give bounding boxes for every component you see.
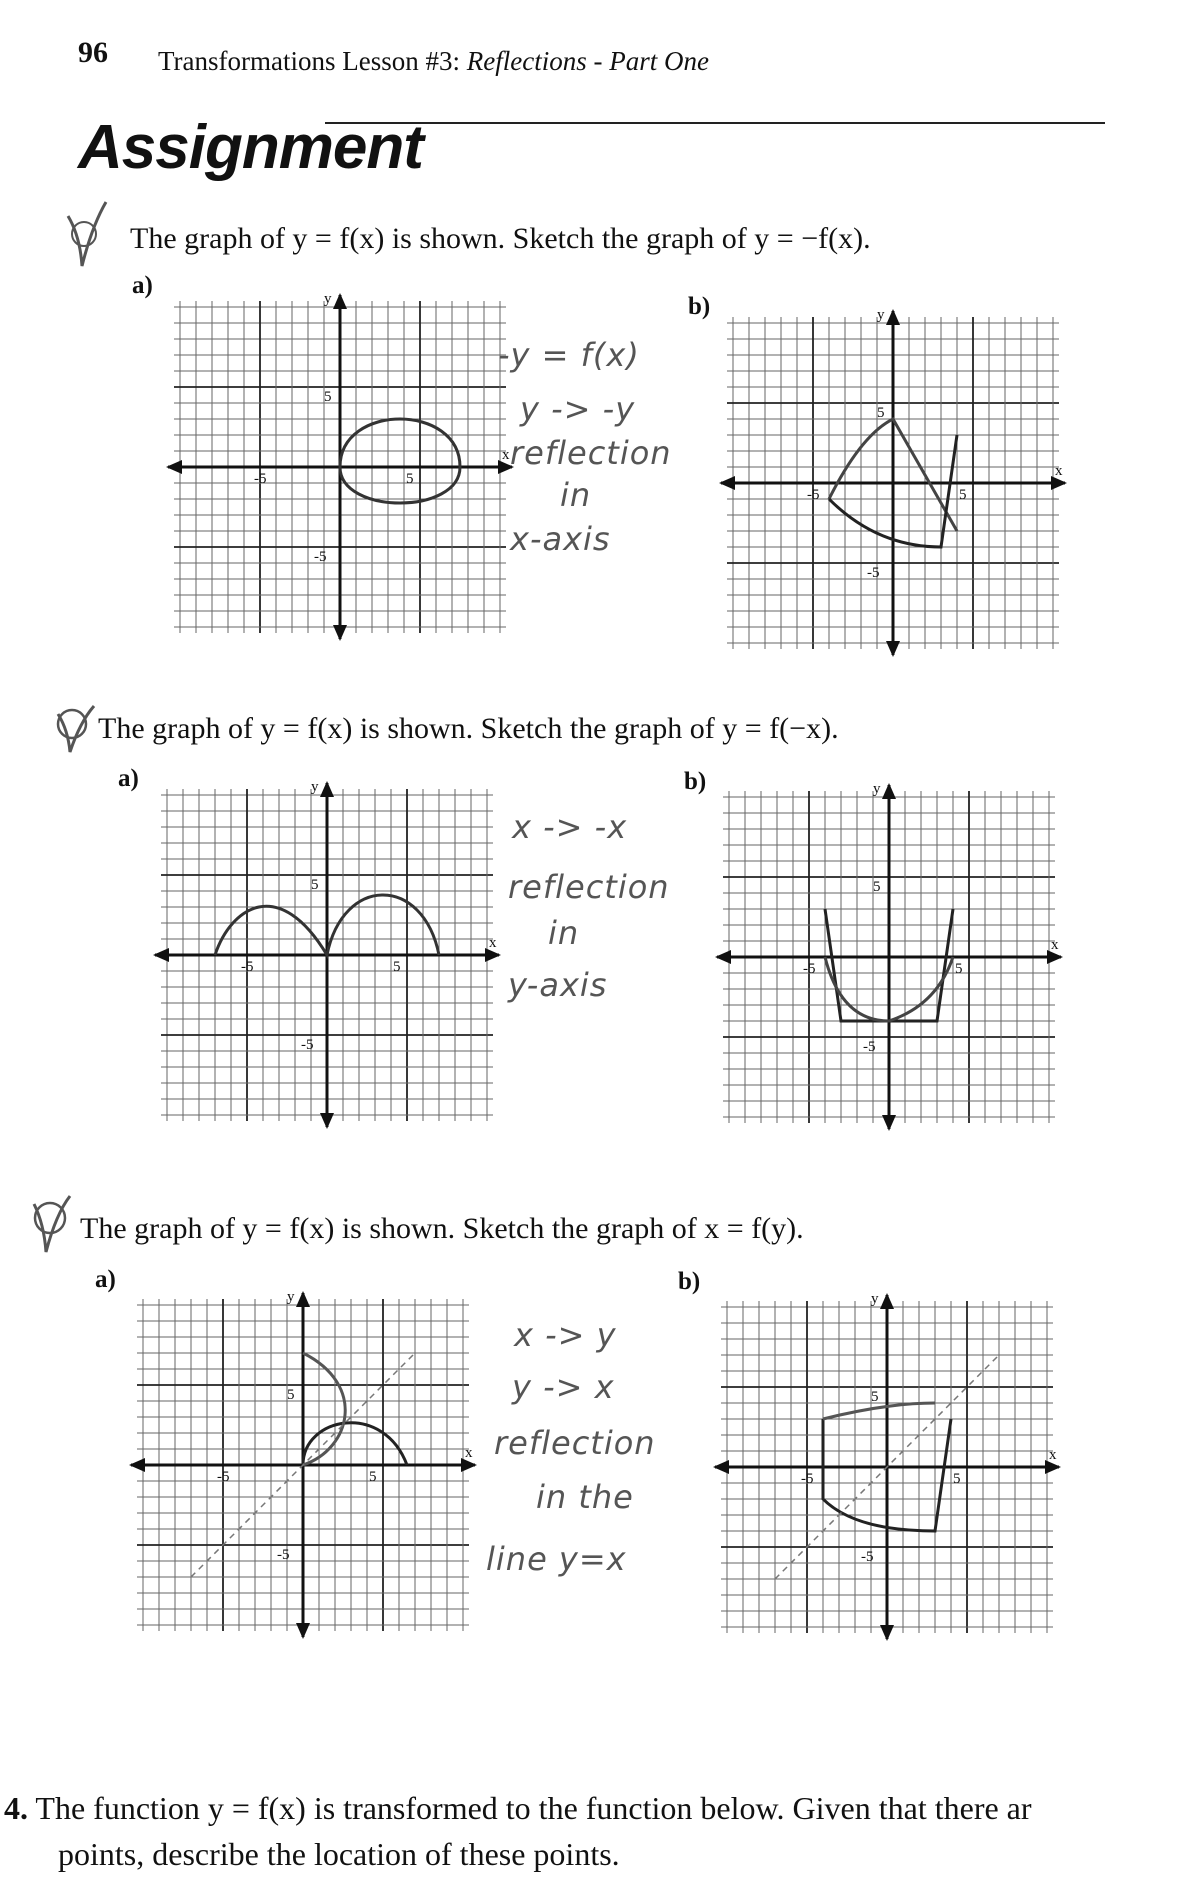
question-4-number: 4. — [4, 1790, 28, 1826]
q1-note-4: in — [560, 476, 592, 514]
check-mark-3 — [28, 1190, 78, 1260]
x-axis-label: x — [502, 447, 510, 463]
y-axis-arrow-up — [320, 781, 334, 797]
q1a-graph — [165, 292, 515, 642]
q3-note-1: x -> y — [514, 1316, 617, 1354]
curve-1 — [340, 419, 460, 503]
q2a-svg — [152, 780, 502, 1130]
tick-label-y-neg5: -5 — [863, 1039, 876, 1055]
tick-label-y-neg5: -5 — [277, 1547, 290, 1563]
q1b-graph — [718, 308, 1068, 658]
y-axis-arrow-down — [333, 625, 347, 641]
q3-note-4: in the — [536, 1478, 634, 1516]
y-axis-arrow-up — [333, 293, 347, 309]
lesson-topic: Reflections - Part One — [466, 46, 709, 76]
q1-part-a-label: a) — [132, 272, 153, 299]
q2a-graph — [152, 780, 502, 1130]
q3-part-b-label: b) — [678, 1268, 701, 1295]
q2-part-a-label: a) — [118, 765, 139, 792]
tick-label-x-neg5: -5 — [241, 959, 254, 975]
x-axis-label: x — [1055, 463, 1063, 479]
y-axis-arrow-up — [880, 1293, 894, 1309]
tick-label-x-5: 5 — [369, 1469, 377, 1485]
lesson-prefix: Transformations Lesson #3: — [158, 46, 460, 76]
y-axis-label: y — [871, 1292, 879, 1307]
tick-label-y-neg5: -5 — [861, 1549, 874, 1565]
q3b-graph — [712, 1292, 1062, 1642]
tick-label-x-5: 5 — [406, 471, 414, 487]
question-2: The graph of y = f(x) is shown. Sketch the graph of y = f(−x). — [98, 712, 839, 745]
tick-label-y-5: 5 — [873, 879, 881, 895]
q3-part-a-label: a) — [95, 1266, 116, 1293]
q3-note-3: reflection — [494, 1424, 656, 1462]
x-axis-label: x — [1049, 1447, 1057, 1463]
q3-note-2: y -> x — [512, 1368, 615, 1406]
page-number: 96 — [78, 36, 108, 69]
title-rule — [325, 122, 1105, 124]
assignment-title: Assignment — [78, 113, 423, 182]
tick-label-y-neg5: -5 — [867, 565, 880, 581]
x-axis-label: x — [465, 1445, 473, 1461]
q2-note-4: y-axis — [508, 966, 608, 1004]
question-4-line-1: The function y = f(x) is transformed to the function below. Given that there ar — [35, 1790, 1032, 1826]
tick-label-y-5: 5 — [871, 1389, 879, 1405]
tick-label-y-5: 5 — [287, 1387, 295, 1403]
q2b-graph — [714, 782, 1064, 1132]
question-4-line-2: points, describe the location of these points. — [58, 1836, 620, 1872]
y-axis-arrow-up — [296, 1291, 310, 1307]
tick-label-x-neg5: -5 — [254, 471, 267, 487]
tick-label-y-5: 5 — [877, 405, 885, 421]
q2-note-3: in — [548, 914, 580, 952]
x-axis-arrow-left — [713, 1460, 729, 1474]
y-axis-arrow-down — [320, 1113, 334, 1129]
check-mark-2 — [52, 700, 102, 760]
tick-label-y-neg5: -5 — [301, 1037, 314, 1053]
q1-note-2: y -> -y — [520, 390, 636, 428]
tick-label-x-neg5: -5 — [217, 1469, 230, 1485]
q3a-graph — [128, 1290, 478, 1640]
x-axis-arrow-left — [715, 950, 731, 964]
y-axis-label: y — [311, 780, 319, 795]
tick-label-y-5: 5 — [324, 389, 332, 405]
q1-note-5: x-axis — [510, 520, 611, 558]
y-axis-arrow-down — [880, 1625, 894, 1641]
tick-label-x-neg5: -5 — [803, 961, 816, 977]
q3a-svg — [128, 1290, 478, 1640]
q2-note-1: x -> -x — [512, 808, 628, 846]
x-axis-arrow-left — [719, 476, 735, 490]
x-axis-arrow-left — [129, 1458, 145, 1472]
y-axis-arrow-up — [886, 309, 900, 325]
curve-2 — [823, 1403, 935, 1419]
y-axis-arrow-up — [882, 783, 896, 799]
y-axis-label: y — [287, 1290, 295, 1305]
q1-note-3: reflection — [510, 434, 672, 472]
tick-label-x-5: 5 — [955, 961, 963, 977]
y-axis-label: y — [324, 292, 332, 307]
curve-2 — [303, 1353, 345, 1465]
x-axis-label: x — [489, 935, 497, 951]
question-4 — [4, 1790, 1032, 1827]
tick-label-x-5: 5 — [393, 959, 401, 975]
q1-note-1: -y = f(x) — [498, 336, 640, 374]
q3-note-5: line y=x — [486, 1540, 627, 1578]
tick-label-y-5: 5 — [311, 877, 319, 893]
lesson-title — [158, 46, 709, 77]
tick-label-x-5: 5 — [959, 487, 967, 503]
q2b-svg — [714, 782, 1064, 1132]
y-axis-arrow-down — [886, 641, 900, 657]
q1a-svg — [165, 292, 515, 642]
q3b-svg — [712, 1292, 1062, 1642]
tick-label-x-neg5: -5 — [801, 1471, 814, 1487]
y-axis-arrow-down — [296, 1623, 310, 1639]
q2-note-2: reflection — [508, 868, 670, 906]
question-3: The graph of y = f(x) is shown. Sketch the graph of x = f(y). — [80, 1212, 804, 1245]
tick-label-x-neg5: -5 — [807, 487, 820, 503]
x-axis-arrow-left — [166, 460, 182, 474]
y-axis-label: y — [873, 782, 881, 797]
tick-label-y-neg5: -5 — [314, 549, 327, 565]
check-mark-1 — [62, 196, 112, 286]
x-axis-label: x — [1051, 937, 1059, 953]
question-1: The graph of y = f(x) is shown. Sketch the graph of y = −f(x). — [130, 222, 871, 255]
q1b-svg — [718, 308, 1068, 658]
x-axis-arrow-left — [153, 948, 169, 962]
y-axis-label: y — [877, 308, 885, 323]
q1-part-b-label: b) — [688, 293, 711, 320]
y-axis-arrow-down — [882, 1115, 896, 1131]
q2-part-b-label: b) — [684, 768, 707, 795]
tick-label-x-5: 5 — [953, 1471, 961, 1487]
